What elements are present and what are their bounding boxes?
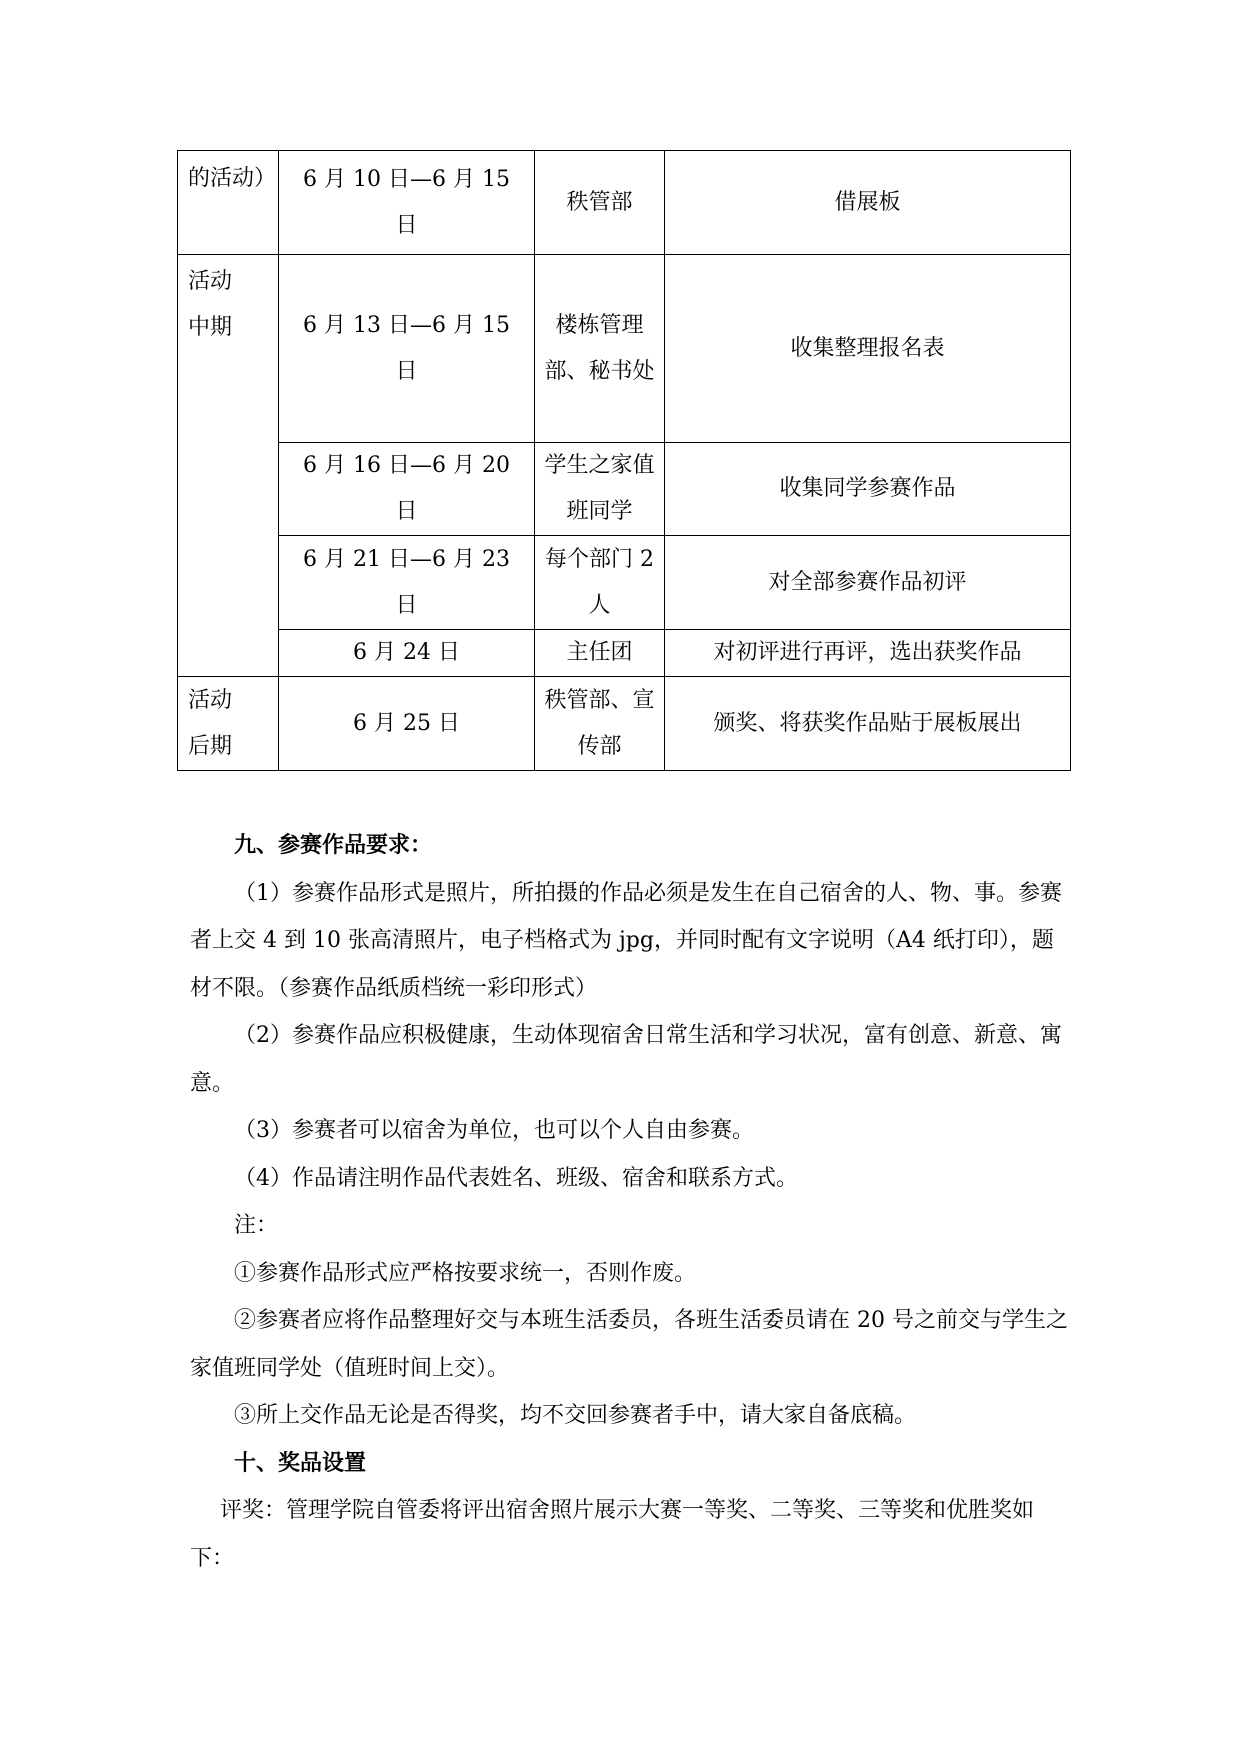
task-cell: 颁奖、将获奖作品贴于展板展出 xyxy=(665,677,1071,771)
table-row xyxy=(178,630,1071,677)
phase-label: 活动中期 xyxy=(188,269,233,340)
requirements-text xyxy=(190,822,1070,1582)
table-row xyxy=(178,443,1071,536)
date-cell: 6 月 13 日—6 月 15 日 xyxy=(279,255,535,443)
phase-cell xyxy=(178,677,279,771)
note-item: ③所上交作品无论是否得奖，均不交回参赛者手中，请大家自备底稿。 xyxy=(234,1403,917,1428)
note-label: 注： xyxy=(234,1213,279,1238)
section-10-heading: 十、奖品设置 xyxy=(234,1450,367,1476)
date-cell: 6 月 10 日—6 月 15 日 xyxy=(279,151,535,255)
dept-cell: 楼栋管理部、秘书处 xyxy=(535,255,665,443)
dept-cell: 主任团 xyxy=(535,630,665,677)
task-cell: 借展板 xyxy=(665,151,1071,255)
requirement-item: （4）作品请注明作品代表姓名、班级、宿舍和联系方式。 xyxy=(234,1165,798,1191)
phase-label: 活动后期 xyxy=(188,687,233,759)
task-cell: 收集同学参赛作品 xyxy=(665,443,1071,536)
table-row xyxy=(178,536,1071,630)
date-cell: 6 月 21 日—6 月 23 日 xyxy=(279,536,535,630)
task-cell: 对初评进行再评，选出获奖作品 xyxy=(665,630,1071,677)
requirement-item: （1）参赛作品形式是照片，所拍摄的作品必须是发生在自己宿舍的人、物、事。参赛者上交 4 到 10 张高清照片，电子档格式为 jpg，并同时配有文字说明（A4 纸打印），题材不限。（参赛作品纸质档统一彩印形式） xyxy=(190,880,1062,1001)
dept-cell: 秩管部、宣传部 xyxy=(535,677,665,771)
table-row xyxy=(178,677,1071,771)
schedule-table xyxy=(177,150,1071,771)
note-item: ①参赛作品形式应严格按要求统一，否则作废。 xyxy=(234,1260,697,1286)
table-row xyxy=(178,255,1071,443)
note-item: ②参赛者应将作品整理好交与本班生活委员，各班生活委员请在 20 号之前交与学生之家值班同学处（值班时间上交）。 xyxy=(190,1308,1068,1381)
dept-cell: 秩管部 xyxy=(535,151,665,255)
section-9-heading: 九、参赛作品要求： xyxy=(234,833,433,858)
dept-cell: 每个部门 2 人 xyxy=(535,536,665,630)
dept-cell: 学生之家值班同学 xyxy=(535,443,665,536)
task-cell: 对全部参赛作品初评 xyxy=(665,536,1071,630)
phase-cell: 的活动） xyxy=(178,151,279,255)
award-text: 评奖：管理学院自管委将评出宿舍照片展示大赛一等奖、二等奖、三等奖和优胜奖如下： xyxy=(190,1498,1035,1571)
date-cell: 6 月 16 日—6 月 20 日 xyxy=(279,443,535,536)
date-cell: 6 月 24 日 xyxy=(279,630,535,677)
task-cell: 收集整理报名表 xyxy=(665,255,1071,443)
table-row xyxy=(178,151,1071,255)
date-cell: 6 月 25 日 xyxy=(279,677,535,771)
phase-cell xyxy=(178,255,279,677)
requirement-item: （3）参赛者可以宿舍为单位，也可以个人自由参赛。 xyxy=(234,1118,754,1143)
requirement-item: （2）参赛作品应积极健康，生动体现宿舍日常生活和学习状况，富有创意、新意、寓意。 xyxy=(190,1023,1062,1096)
